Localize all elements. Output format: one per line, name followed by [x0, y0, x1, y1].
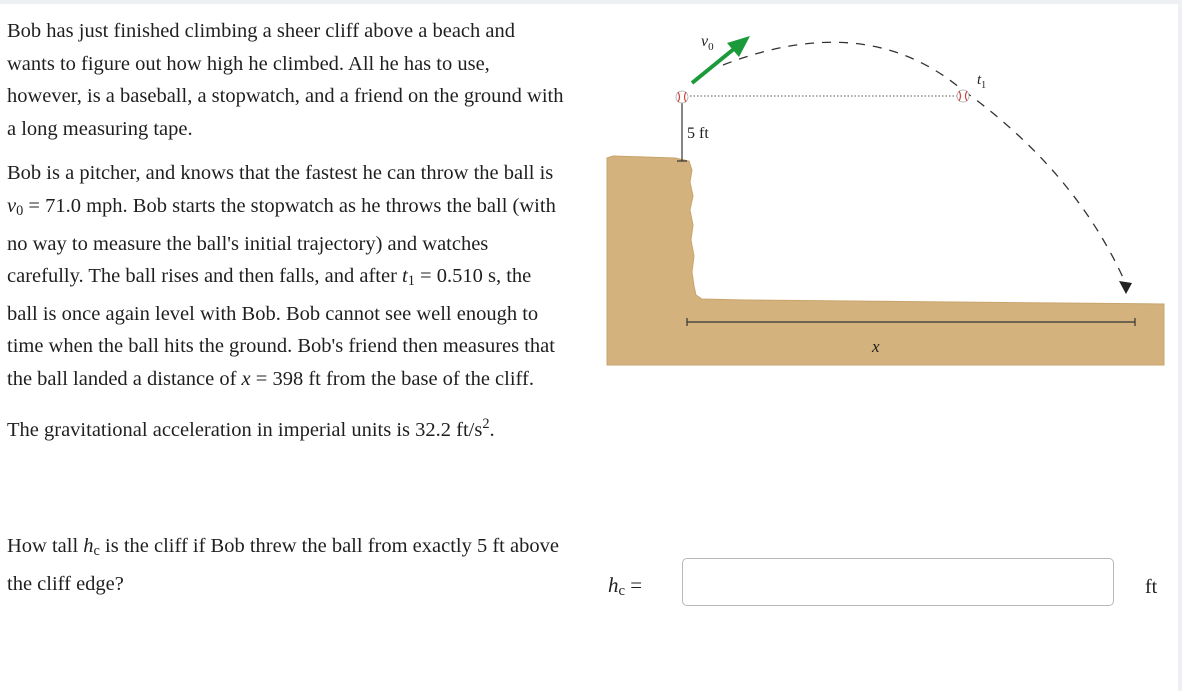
cliff-ground	[607, 156, 1164, 365]
t1-subscript: 1	[407, 273, 415, 290]
intro-paragraph	[7, 15, 567, 145]
problem-statement	[7, 15, 567, 458]
question-text-b: is the cliff if Bob threw the ball from exactly 5 ft above the cliff edge?	[7, 535, 559, 595]
setup-text-c: , the ball is once again level with Bob. Bob cannot see well enough to time when the ball hits the ground. Bob's friend then measures that the ball landed a distance of	[7, 265, 555, 390]
hc-symbol: h	[83, 535, 94, 557]
question-text-a: How tall	[7, 535, 84, 557]
x-value: = 398 ft	[250, 367, 321, 390]
answer-unit: ft	[1145, 576, 1158, 598]
gravity-exponent: 2	[482, 415, 490, 432]
answer-input[interactable]	[682, 558, 1114, 606]
gravity-period: .	[489, 418, 495, 441]
height-label: 5 ft	[687, 125, 709, 142]
answer-row	[0, 555, 1182, 615]
setup-text-a: Bob is a pitcher, and knows that the fastest he can throw the ball is	[7, 162, 554, 185]
answer-label	[608, 573, 642, 600]
t1-label: $t_1$	[977, 72, 987, 91]
x-symbol: x	[241, 367, 251, 390]
setup-paragraph	[7, 157, 567, 395]
t1-symbol: t	[402, 265, 408, 288]
answer-equals: =	[625, 573, 643, 597]
baseball-launch-icon	[676, 91, 688, 103]
hc-subscript: c	[93, 543, 100, 559]
gravity-text: The gravitational acceleration in imperial units is 32.2 ft/s	[7, 418, 483, 441]
t1-value: = 0.510 s	[414, 265, 496, 288]
cliff-diagram	[605, 20, 1170, 370]
answer-hc-subscript: c	[618, 583, 626, 599]
v0-value: = 71.0 mph	[23, 194, 123, 217]
answer-hc-symbol: h	[608, 573, 619, 597]
setup-text-b: . Bob starts the stopwatch as he throws the ball (with no way to measure the ball's initial trajectory) and watches carefully. The ball rises and then falls, and after	[7, 194, 556, 288]
setup-text-d: from the base of the cliff.	[320, 367, 534, 390]
baseball-t1-icon	[957, 90, 969, 102]
v0-symbol: v	[7, 194, 17, 217]
distance-label: x	[872, 337, 880, 356]
top-border	[0, 0, 1182, 4]
intro-text: Bob has just finished climbing a sheer cliff above a beach and wants to figure out how high he climbed. All he has to use, however, is a baseball, a stopwatch, and a friend on the ground with a long measuring tape.	[7, 20, 564, 140]
trajectory-path	[723, 42, 1125, 282]
v0-subscript: 0	[16, 202, 24, 219]
v0-label: $v_0$	[701, 33, 714, 53]
landing-arrowhead	[1119, 281, 1132, 294]
velocity-arrow-shaft	[692, 48, 735, 83]
gravity-paragraph	[7, 408, 567, 447]
